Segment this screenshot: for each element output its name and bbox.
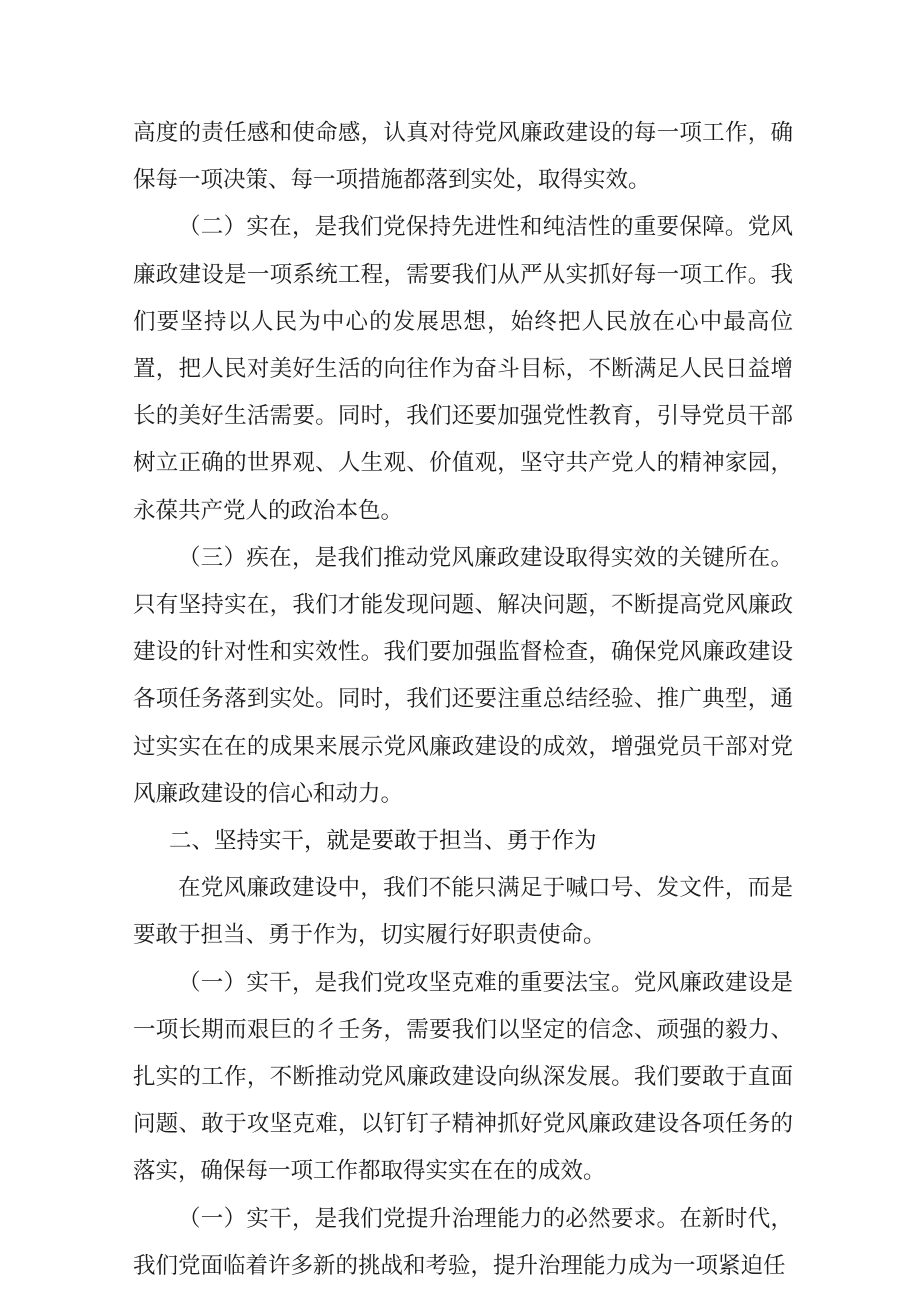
section-heading-2: 二、坚持实干，就是要敢于担当、勇于作为 bbox=[169, 828, 597, 855]
paragraph-section-2-intro: 在党风廉政建设中，我们不能只满足于喊口号、发文件，而是要敢于担当、勇于作为，切实履行好职责使命。 bbox=[133, 875, 793, 949]
paragraph-section-1-2: （二）实在，是我们党保持先进性和纯洁性的重要保障。党风廉政建设是一项系统工程，需要我们从严从实抓好每一项工作。我们要坚持以人民为中心的发展思想，始终把人民放在心中最高位置，把人民对美好生活的向往作为奋斗目标，不断满足人民日益增长的美好生活需要。同时，我们还要加强党性教育，引导党员干部树立正确的世界观、人生观、价值观，坚守共产党人的精神家园，永葆共产党人的政治本色。 bbox=[133, 214, 793, 524]
paragraph-section-2-1b: （一）实干，是我们党提升治理能力的必然要求。在新时代，我们党面临着许多新的挑战和考验，提升治理能力成为一项紧迫任 bbox=[133, 1205, 793, 1279]
paragraph-section-2-1: （一）实干，是我们党攻坚克难的重要法宝。党风廉政建设是一项长期而艰巨的彳壬务，需要我们以坚定的信念、顽强的毅力、扎实的工作，不断推动党风廉政建设向纵深发展。我们要敢于直面问题、敢于攻坚克难，以钉钉子精神抓好党风廉政建设各项任务的落实，确保每一项工作都取得实实在在的成效。 bbox=[133, 969, 793, 1185]
paragraph-section-1-3: （三）疾在，是我们推动党风廉政建设取得实效的关键所在。只有坚持实在，我们才能发现问题、解决问题，不断提高党风廉政建设的针对性和实效性。我们要加强监督检查，确保党风廉政建设各项任务落到实处。同时，我们还要注重总结经验、推广典型，通过实实在在的成果来展示党风廉政建设的成效，增强党员干部对党风廉政建设的信心和动力。 bbox=[133, 544, 793, 807]
document-body bbox=[133, 110, 793, 1290]
paragraph-continued: 高度的责任感和使命感，认真对待党风廉政建设的每一项工作，确保每一项决策、每一项措施都落到实处，取得实效。 bbox=[133, 120, 793, 194]
